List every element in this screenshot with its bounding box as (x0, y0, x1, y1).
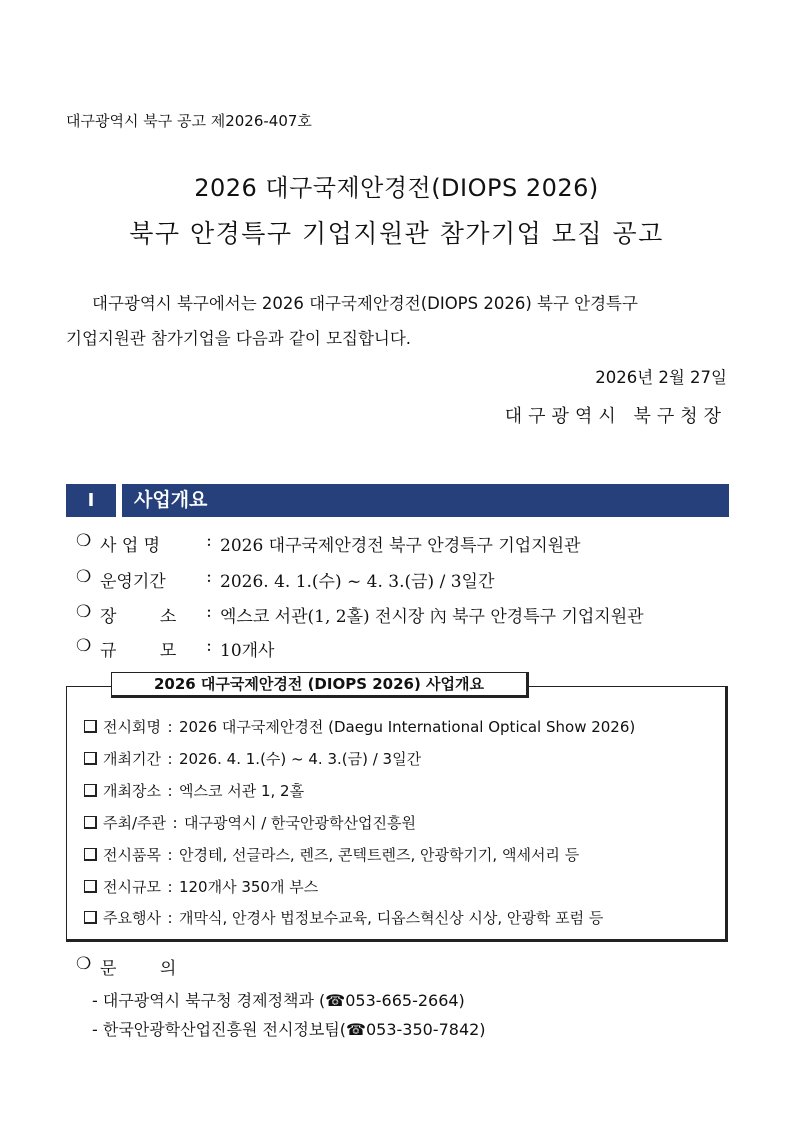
issuer: 대구광역시 북구청장 (504, 406, 727, 427)
box-item (84, 812, 416, 833)
overview-value: 2026. 4. 1.(수) ~ 4. 3.(금) / 3일간 (220, 572, 495, 592)
colon-separator: : (172, 813, 178, 832)
square-bullet-icon (84, 880, 97, 893)
overview-label: 장 소 (100, 607, 177, 627)
colon-separator: : (167, 845, 173, 864)
box-item (84, 844, 579, 865)
circle-bullet-icon: ❍ (76, 602, 92, 622)
overview-label: 규 모 (100, 641, 177, 661)
square-bullet-icon (84, 848, 97, 861)
overview-value: 10개사 (220, 641, 275, 661)
intro-line2: 기업지원관 참가기업을 다음과 같이 모집합니다. (66, 329, 412, 348)
document-title-line1: 2026 대구국제안경전(DIOPS 2026) (194, 174, 599, 202)
box-item-label: 개최장소 (103, 782, 161, 800)
section-number: Ⅰ (66, 484, 116, 517)
colon-separator: : (206, 531, 212, 551)
box-item (84, 748, 421, 769)
box-item-value: 대구광역시 / 한국안광학산업진흥원 (184, 814, 416, 832)
exhibition-overview-title: 2026 대구국제안경전 (DIOPS 2026) 사업개요 (111, 672, 529, 698)
overview-label: 사 업 명 (100, 536, 161, 556)
colon-separator: : (167, 749, 173, 768)
box-item-value: 안경테, 선글라스, 렌즈, 콘텍트렌즈, 안광학기기, 액세서리 등 (178, 846, 580, 864)
colon-separator: : (167, 877, 173, 896)
contact-line: - 대구광역시 북구청 경제정책과 (☎053-665-2664) (92, 991, 465, 1010)
box-item (84, 716, 635, 737)
overview-label: 운영기간 (100, 572, 166, 592)
contact-line: - 한국안광학산업진흥원 전시정보팀(☎053-350-7842) (92, 1020, 486, 1039)
box-item (84, 780, 304, 801)
box-item-label: 전시품목 (103, 846, 161, 864)
colon-separator: : (206, 567, 212, 587)
overview-item (76, 567, 494, 592)
overview-item (76, 531, 580, 556)
square-bullet-icon (84, 816, 97, 829)
colon-separator: : (167, 781, 173, 800)
square-bullet-icon (84, 784, 97, 797)
box-item-label: 전시회명 (103, 718, 161, 736)
colon-separator: : (167, 908, 173, 927)
overview-item (76, 602, 644, 627)
circle-bullet-icon: ❍ (76, 636, 92, 656)
box-item (84, 876, 318, 897)
circle-bullet-icon: ❍ (76, 567, 92, 587)
box-item-label: 주최/주관 (103, 814, 167, 832)
circle-bullet-icon: ❍ (76, 531, 92, 551)
section-title: 사업개요 (122, 484, 729, 517)
box-item-value: 엑스코 서관 1, 2홀 (178, 782, 305, 800)
box-item-label: 전시규모 (103, 878, 161, 896)
notice-date: 2026년 2월 27일 (595, 368, 727, 387)
colon-separator: : (167, 717, 173, 736)
box-item (84, 907, 603, 928)
overview-item (76, 636, 274, 661)
notice-number: 대구광역시 북구 공고 제2026-407호 (66, 112, 312, 130)
document-title-line2: 북구 안경특구 기업지원관 참가기업 모집 공고 (129, 219, 664, 248)
box-item-value: 2026 대구국제안경전 (Daegu International Optical Show 2026) (178, 718, 636, 736)
box-item-value: 개막식, 안경사 법정보수교육, 디옵스혁신상 시상, 안광학 포럼 등 (178, 909, 604, 927)
box-item-value: 120개사 350개 부스 (178, 878, 319, 896)
square-bullet-icon (84, 911, 97, 924)
overview-value: 2026 대구국제안경전 북구 안경특구 기업지원관 (220, 536, 581, 556)
square-bullet-icon (84, 720, 97, 733)
circle-bullet-icon: ❍ (76, 954, 92, 974)
square-bullet-icon (84, 752, 97, 765)
intro-line1: 대구광역시 북구에서는 2026 대구국제안경전(DIOPS 2026) 북구 안경특구 (92, 294, 638, 313)
colon-separator: : (206, 636, 212, 656)
overview-value: 엑스코 서관(1, 2홀) 전시장 內 북구 안경특구 기업지원관 (220, 607, 644, 627)
inquiry-heading (76, 954, 176, 979)
box-item-value: 2026. 4. 1.(수) ~ 4. 3.(금) / 3일간 (178, 750, 422, 768)
colon-separator: : (206, 602, 212, 622)
box-item-label: 개최기간 (103, 750, 161, 768)
box-item-label: 주요행사 (103, 909, 161, 927)
inquiry-label: 문 의 (100, 959, 177, 979)
